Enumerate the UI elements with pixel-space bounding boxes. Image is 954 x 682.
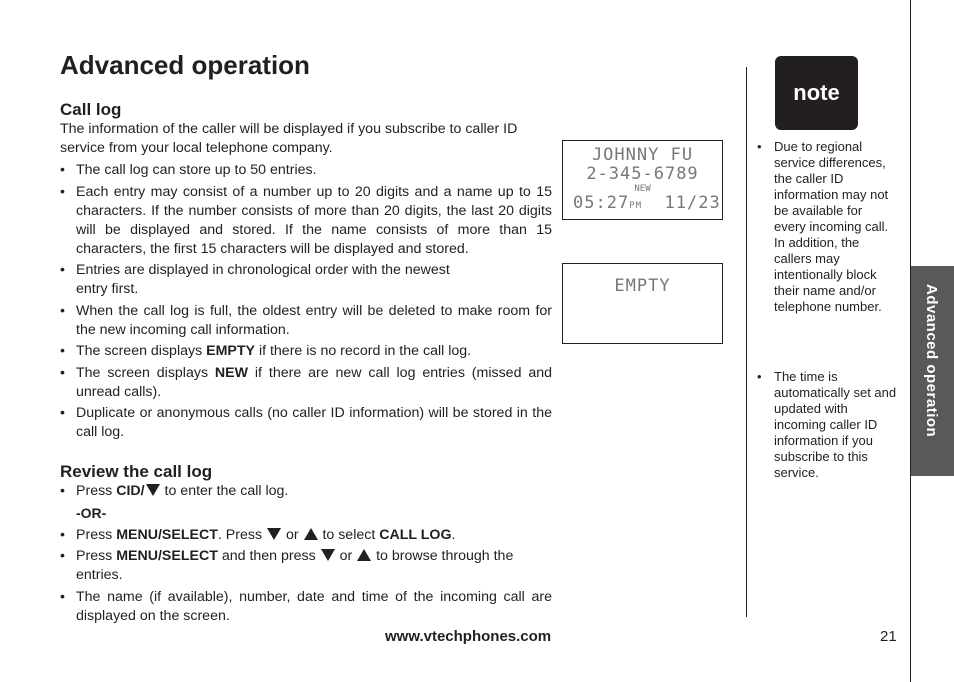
- review-heading: Review the call log: [60, 462, 213, 481]
- up-arrow-icon: [304, 528, 318, 540]
- up-arrow-icon: [357, 549, 371, 561]
- note-item: • The time is automatically set and updated with incoming caller ID information if you subscribe to this service.: [757, 369, 897, 480]
- down-arrow-icon: [267, 528, 281, 540]
- list-item: • The screen displays NEW if there are new call log entries (missed and unread calls).: [60, 365, 552, 400]
- lcd-time-date: 05:27PM 11/23: [573, 193, 721, 213]
- list-item: • Each entry may consist of a number up to 20 digits and a name up to 15 characters. If the number consists of more than 20 digits, the last 20 digits will be displayed and stored. If the name consists of more than 15 characters, the first 15 characters will be displayed and stored.: [60, 184, 552, 257]
- list-item: • Press MENU/SELECT. Press or to select CALL LOG.: [60, 527, 456, 543]
- down-arrow-icon: [146, 484, 160, 496]
- page-number: 21: [880, 628, 897, 645]
- lcd-caller-name: JOHNNY FU: [591, 145, 694, 165]
- footer-url: www.vtechphones.com: [385, 628, 552, 645]
- lcd-screen-call-entry: [562, 140, 723, 220]
- list-item: • Entries are displayed in chronological order with the newest entry first.: [60, 262, 450, 297]
- call-log-heading: Call log: [60, 100, 122, 119]
- or-text: -OR-: [76, 505, 107, 521]
- list-item: • When the call log is full, the oldest entry will be deleted to make room for the new incoming call information.: [60, 303, 552, 338]
- page-title: Advanced operation: [60, 50, 310, 80]
- down-arrow-icon: [321, 549, 335, 561]
- side-tab: Advanced operation: [911, 266, 954, 476]
- note-icon: note: [775, 56, 858, 130]
- column-divider: [746, 67, 747, 617]
- note-item: • Due to regional service differences, the caller ID information may not be available for every incoming call. In addition, the callers may intentionally block their name and/or telephone number.: [757, 139, 889, 314]
- list-item: • The name (if available), number, date and time of the incoming call are displayed on the screen.: [60, 589, 552, 624]
- list-item: • Press MENU/SELECT and then press or to browse through the entries.: [60, 548, 514, 583]
- lcd-screen-empty: [562, 263, 723, 344]
- lcd-caller-number: 2-345-6789: [586, 164, 699, 184]
- lcd-new-indicator: NEW: [634, 184, 651, 194]
- call-log-intro: The information of the caller will be displayed if you subscribe to caller ID service from your local telephone company.: [60, 121, 518, 156]
- lcd-empty-text: EMPTY: [614, 276, 671, 296]
- list-item: • Press CID/ to enter the call log.: [60, 483, 289, 499]
- list-item: • The call log can store up to 50 entries.: [60, 162, 317, 178]
- list-item: • Duplicate or anonymous calls (no caller ID information) will be stored in the call log.: [60, 405, 552, 440]
- list-item: • The screen displays EMPTY if there is no record in the call log.: [60, 343, 472, 359]
